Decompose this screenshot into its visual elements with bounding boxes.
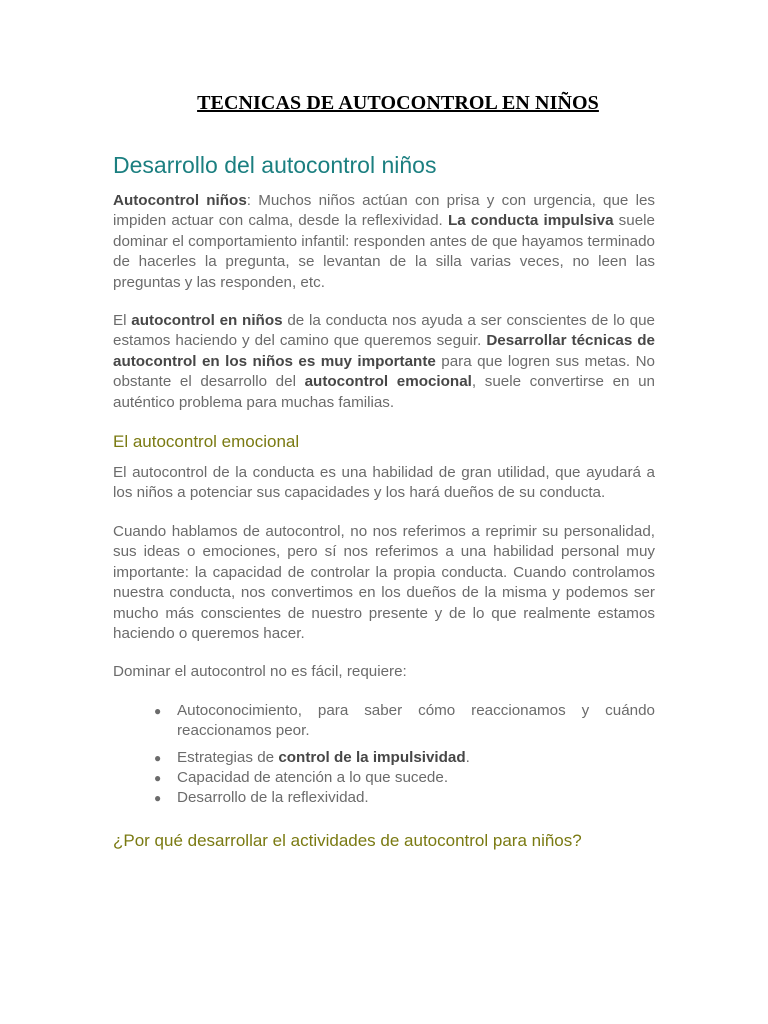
bold-control-impulsividad: control de la impulsividad — [278, 748, 466, 766]
bold-conducta-impulsiva: La conducta impulsiva — [447, 212, 614, 230]
section-heading-desarrollo: Desarrollo del autocontrol niños — [113, 152, 437, 178]
list-item-text: Estrategias de — [177, 748, 279, 766]
section-heading-autocontrol-emocional: El autocontrol emocional — [113, 432, 300, 452]
requirements-list — [113, 701, 655, 808]
paragraph-habilidad-utilidad: El autocontrol de la conducta es una habilidad de gran utilidad, que ayudará a los niños a potenciar sus capacidades y los hará dueños de su conducta. — [113, 464, 655, 502]
bullet-icon: ● — [154, 790, 162, 805]
list-item-text: Autoconocimiento, para saber cómo reaccionamos y cuándo reaccionamos peor. — [177, 701, 655, 739]
bullet-icon: ● — [154, 770, 162, 785]
bold-autocontrol-en-ninos: autocontrol en niños — [131, 312, 283, 330]
paragraph-cuando-hablamos: Cuando hablamos de autocontrol, no nos referimos a reprimir su personalidad, sus ideas o emociones, pero sí nos referimos a una habilidad personal muy importante: la capacidad de controlar la propia conducta. Cuando controlamos nuestra conducta, nos convertimos en los dueños de la misma y podemos ser mucho más conscientes de nuestro presente y de lo que realmente estamos haciendo o queremos hacer. — [113, 522, 655, 642]
paragraph-text: , suele convertirse en un auténtico problema para muchas familias. — [113, 373, 656, 411]
paragraph-text: El — [113, 312, 132, 330]
bold-desarrollar-tecnicas: Desarrollar técnicas de autocontrol en los niños es muy importante — [113, 332, 655, 370]
list-item — [154, 788, 655, 808]
paragraph-text: para que logren sus metas. No obstante el desarrollo del — [113, 352, 655, 391]
list-item-text: Desarrollo de la reflexividad. — [177, 788, 369, 806]
section-heading-por-que: ¿Por qué desarrollar el actividades de autocontrol para niños? — [113, 830, 582, 850]
list-item-text: . — [465, 748, 470, 766]
document-page — [113, 92, 655, 862]
paragraph-autocontrol-ninos — [113, 191, 655, 293]
paragraph-text: : Muchos niños actúan con prisa y con urgencia, que les impiden actuar con calma, desde la reflexividad. — [113, 192, 655, 230]
bold-autocontrol-emocional: autocontrol emocional — [304, 373, 472, 391]
bullet-icon: ● — [154, 703, 162, 718]
document-title: TECNICAS DE AUTOCONTROL EN NIÑOS — [197, 92, 599, 114]
paragraph-text: de la conducta nos ayuda a ser conscientes de lo que estamos haciendo y del camino que queremos seguir. — [113, 312, 656, 350]
list-item — [154, 748, 655, 768]
paragraph-autocontrol-conducta — [113, 311, 655, 413]
paragraph-dominar: Dominar el autocontrol no es fácil, requiere: — [113, 663, 407, 681]
list-item — [154, 701, 655, 741]
paragraph-text: suele dominar el comportamiento infantil: responden antes de que hayamos terminado de hacerles la pregunta, se levantan de la silla varias veces, no leen las preguntas y las responden, etc. — [113, 212, 656, 291]
list-item-text: Capacidad de atención a lo que sucede. — [177, 768, 449, 786]
bullet-icon: ● — [154, 750, 162, 765]
list-item — [154, 768, 655, 788]
bold-autocontrol-ninos: Autocontrol niños — [113, 192, 247, 209]
